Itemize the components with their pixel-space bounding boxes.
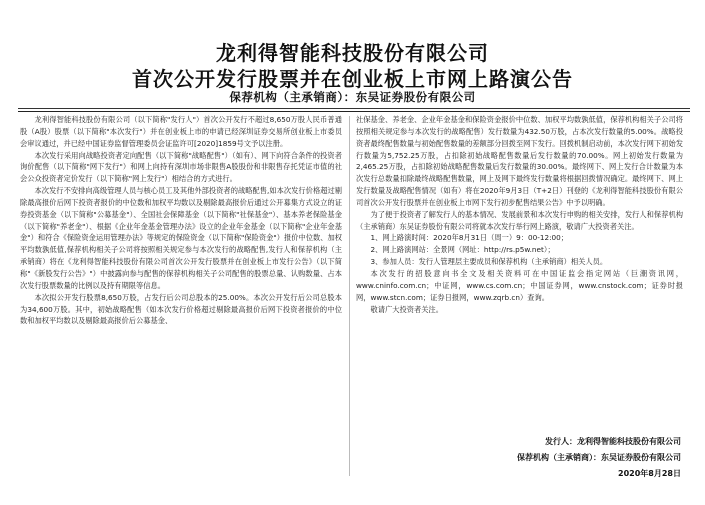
roadshow-intro-paragraph: 为了便于投资者了解发行人的基本情况、发展前景和本次发行申购的相关安排，发行人和保荐机构（主承销商）东吴证券股份有限公司将就本次发行举行网上路演，敬请广大投资者关注。 <box>356 209 683 231</box>
prospectus-availability-paragraph: 本次发行的招股意向书全文及相关资料可在中国证监会指定网站（巨潮资讯网，www.cninfo.com.cn；中证网，www.cs.com.cn；中国证券网，www.cnstock.com；证券时报网，www.stcn.com；证券日报网，www.zqrb.cn）查询。 <box>356 268 683 302</box>
roadshow-website-item: 2、网上路演网站：全景网（网址：http://rs.p5w.net）； <box>370 245 555 255</box>
intro-paragraph: 龙利得智能科技股份有限公司（以下简称"发行人"）首次公开发行不超过8,650万股人民币普通股（A股）股票（以下简称"本次发行"）并在创业板上市的申请已经深圳证券交易所创业板上市委员会审议通过，并已经中国证券监督管理委员会证监许可[2020]1859号文予以注册。 <box>20 115 342 148</box>
sponsor-signature: 保荐机构（主承销商）：东吴证券股份有限公司 <box>517 453 681 462</box>
share-quantity-continued-paragraph: 社保基金、养老金、企业年金基金和保险资金报价中位数、加权平均数孰低值，保荐机构相关子公司将按照相关规定参与本次发行的战略配售）发行数量为432.50万股，占本次发行数量的5.00%。战略投资者最终配售数量与初始配售数量的差额部分回拨至网下发行。回拨机制启动前，本次发行网下初始发行数量为5,752.25万股，占扣除初始战略配售数量后发行数量的70.00%。网上初始发行数量为2,465.25万股，占扣除初始战略配售数量后发行数量的30.00%。最终网下、网上发行合计数量为本次发行总数量扣除最终战略配售数量，网上及网下最终发行数量将根据回拨情况确定。最终网下、网上发行数量及战略配售情况（如有）将在2020年9月3日（T+2日）刊登的《龙利得智能科技股份有限公司首次公开发行股票并在创业板上市网下发行初步配售结果公告》中予以明确。 <box>356 115 683 207</box>
column-divider <box>349 116 350 476</box>
share-quantity-paragraph: 本次拟公开发行股票8,650万股，占发行后公司总股本的25.00%。本次公开发行后公司总股本为34,600万股。其中，初始战略配售（如本次发行价格超过剔除最高报价后网下投资者报价的中位数和加权平均数以及剔除最高报价后公募基金、 <box>20 292 342 326</box>
announcement-date: 2020年8月28日 <box>618 469 681 478</box>
roadshow-time-item: 1、网上路演时间：2020年8月31日（周一）9：00-12:00； <box>370 233 569 243</box>
right-column <box>356 114 683 315</box>
roadshow-participants-item: 3、参加人员：发行人管理层主要成员和保荐机构（主承销商）相关人员。 <box>370 257 608 267</box>
sponsor-subtitle: 保荐机构（主承销商）：东吴证券股份有限公司 <box>229 90 476 104</box>
closing-note: 敬请广大投资者关注。 <box>370 304 444 314</box>
issuance-method-paragraph: 本次发行采用向战略投资者定向配售（以下简称"战略配售"）（如有）、网下向符合条件的投资者询价配售（以下简称"网下发行"）和网上向持有深圳市场非限售A股股份和非限售存托凭证市值的社会公众投资者定价发行（以下简称"网上发行"）相结合的方式进行。 <box>20 150 342 184</box>
strategic-placement-paragraph: 本次发行不安排向高级管理人员与核心员工及其他外部投资者的战略配售,如本次发行价格超过剔除最高报价后网下投资者报价的中位数和加权平均数以及剔除最高报价后通过公开募集方式设立的证券投资基金（以下简称"公募基金"）、全国社会保障基金（以下简称"社保基金"）、基本养老保险基金（以下简称"养老金"）、根据《企业年金基金管理办法》设立的企业年金基金（以下简称"企业年金基金"）和符合《保险资金运用管理办法》等规定的保险资金（以下简称"保险资金"）报价中位数、加权平均数孰低值,保荐机构相关子公司将按照相关规定参与本次发行的战略配售,发行人和保荐机构（主承销商）将在《龙利得智能科技股份有限公司首次公开发行股票并在创业板上市发行公告》（以下简称"《新股发行公告》"）中披露向参与配售的保荐机构相关子公司配售的股票总量、认购数量、占本次发行股票数量的比例以及持有期限等信息。 <box>20 186 342 290</box>
header-rule-thick <box>18 111 690 112</box>
announcement-title-line1: 龙利得智能科技股份有限公司 <box>216 41 489 65</box>
announcement-title-line2: 首次公开发行股票并在创业板上市网上路演公告 <box>132 67 573 91</box>
left-column <box>20 114 342 327</box>
issuer-signature: 发行人：龙利得智能科技股份有限公司 <box>545 437 681 446</box>
header-rule-thin <box>18 108 690 109</box>
